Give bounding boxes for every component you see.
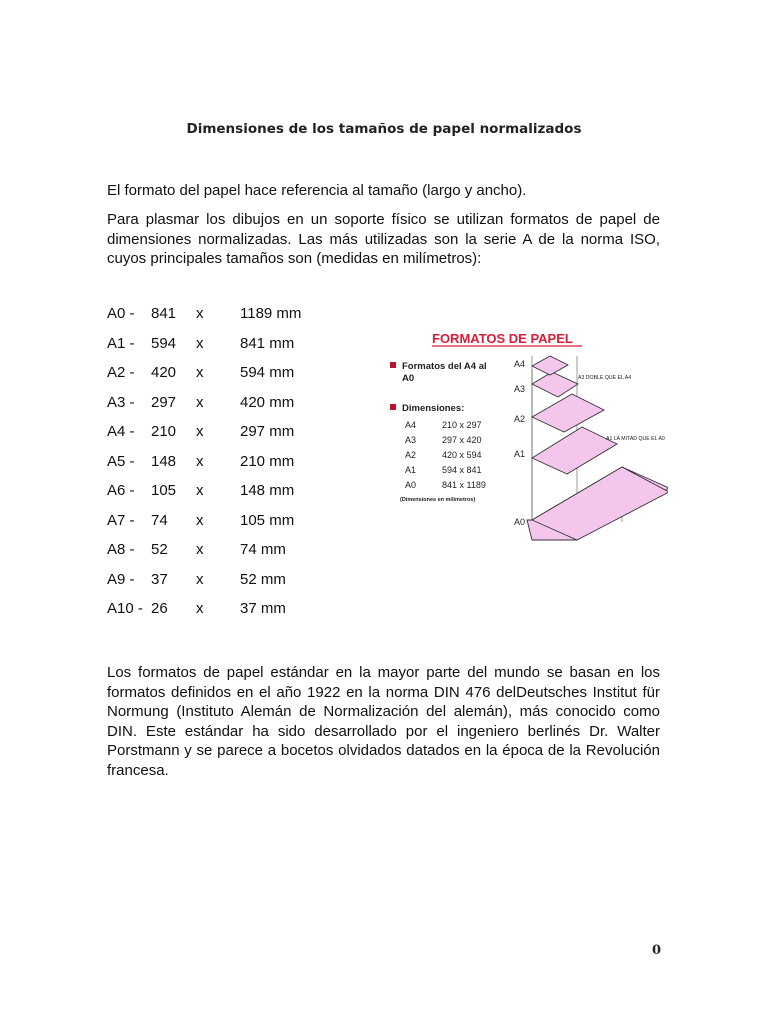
size-row bbox=[107, 600, 337, 630]
size-times: x bbox=[196, 511, 204, 529]
annotation-a3: A3 DOBLE QUE EL A4 bbox=[578, 375, 632, 381]
label-a4: A4 bbox=[514, 359, 526, 369]
label-a0: A0 bbox=[514, 517, 526, 527]
size-name: A0 - bbox=[107, 305, 135, 322]
size-name: A10 - bbox=[107, 600, 143, 617]
dimensions-bullet-icon bbox=[390, 404, 396, 410]
dim-size: 594 x 841 bbox=[442, 465, 482, 475]
size-name: A2 - bbox=[107, 364, 135, 381]
size-row bbox=[107, 305, 337, 335]
size-height: 594 mm bbox=[240, 364, 295, 381]
annotation-a1: A1 LA MITAD QUE EL A0 bbox=[606, 436, 665, 442]
dimensions-note: (Dimensiones en milímetros) bbox=[400, 497, 476, 503]
size-width: 210 bbox=[151, 423, 177, 440]
size-width: 841 bbox=[151, 305, 177, 322]
paragraph-intro: El formato del papel hace referencia al tamaño (largo y ancho). bbox=[107, 182, 527, 199]
size-name: A7 - bbox=[107, 511, 135, 529]
size-row bbox=[107, 482, 337, 512]
size-name: A6 - bbox=[107, 482, 135, 499]
size-row bbox=[107, 423, 337, 453]
dim-size: 297 x 420 bbox=[442, 435, 482, 445]
size-width: 420 bbox=[151, 364, 177, 381]
size-name: A3 - bbox=[107, 393, 135, 411]
dim-format: A0 bbox=[405, 480, 417, 490]
size-height: 210 mm bbox=[240, 452, 295, 470]
size-row bbox=[107, 571, 337, 601]
label-a2: A2 bbox=[514, 414, 526, 424]
size-width: 74 bbox=[151, 511, 168, 529]
legend-bullet-icon bbox=[390, 362, 396, 368]
figure-title: FORMATOS DE PAPEL bbox=[432, 331, 573, 346]
size-width: 26 bbox=[151, 600, 168, 617]
size-height: 148 mm bbox=[240, 482, 295, 499]
size-times: x bbox=[196, 423, 204, 440]
sheet-a2 bbox=[532, 394, 604, 432]
paper-size-list bbox=[107, 305, 337, 630]
legend-line2: A0 bbox=[402, 373, 415, 384]
document-title: Dimensiones de los tamaños de papel normalizados bbox=[186, 121, 582, 137]
size-height: 297 mm bbox=[240, 423, 295, 440]
size-width: 148 bbox=[151, 452, 177, 470]
size-row bbox=[107, 541, 337, 571]
size-height: 1189 mm bbox=[240, 305, 302, 322]
size-times: x bbox=[196, 541, 204, 558]
sheet-a4 bbox=[532, 356, 568, 375]
size-times: x bbox=[196, 482, 204, 499]
size-height: 841 mm bbox=[240, 334, 295, 352]
dim-format: A1 bbox=[405, 465, 417, 475]
size-height: 74 mm bbox=[240, 541, 286, 558]
paper-formats-figure bbox=[372, 322, 668, 554]
size-width: 594 bbox=[151, 334, 177, 352]
size-height: 37 mm bbox=[240, 600, 286, 617]
size-width: 37 bbox=[151, 570, 168, 588]
size-row bbox=[107, 453, 337, 483]
size-name: A1 - bbox=[107, 334, 135, 352]
paragraph-iso: Para plasmar los dibujos en un soporte físico se utilizan formatos de papel de dimensiones normalizadas. Las más utilizadas son la serie A de la norma ISO, cuyos principales tamaños son (medidas en milímetros): bbox=[107, 211, 660, 267]
size-height: 105 mm bbox=[240, 511, 295, 529]
size-times: x bbox=[196, 452, 204, 470]
size-times: x bbox=[196, 364, 204, 381]
size-width: 52 bbox=[151, 541, 168, 558]
size-row bbox=[107, 335, 337, 365]
size-width: 105 bbox=[151, 482, 177, 499]
size-times: x bbox=[196, 600, 204, 617]
legend-line1: Formatos del A4 al bbox=[402, 361, 487, 372]
size-name: A9 - bbox=[107, 570, 135, 588]
size-row bbox=[107, 512, 337, 542]
size-width: 297 bbox=[151, 393, 177, 411]
size-row bbox=[107, 364, 337, 394]
size-height: 52 mm bbox=[240, 570, 286, 588]
size-times: x bbox=[196, 570, 204, 588]
dim-format: A4 bbox=[405, 420, 417, 430]
sheet-a3 bbox=[532, 372, 578, 397]
size-name: A5 - bbox=[107, 452, 135, 470]
label-a1: A1 bbox=[514, 449, 526, 459]
dim-size: 420 x 594 bbox=[442, 450, 482, 460]
sheet-a1 bbox=[532, 427, 617, 474]
paragraph-din: Los formatos de papel estándar en la mayor parte del mundo se basan en los formatos definidos en el año 1922 en la norma DIN 476 delDeutsches Institut für Normung (Instituto Alemán de Normalización del alemán), más conocido como DIN. Este estándar ha sido desarrollado por el ingeniero berlinés Dr. Walter Porstmann y se parece a bocetos olvidados datados en la época de la Revolución francesa. bbox=[107, 664, 660, 779]
dim-size: 841 x 1189 bbox=[442, 480, 486, 490]
dim-format: A2 bbox=[405, 450, 417, 460]
dim-size: 210 x 297 bbox=[442, 420, 482, 430]
size-times: x bbox=[196, 305, 204, 322]
dimensions-heading: Dimensiones: bbox=[402, 403, 465, 414]
size-name: A8 - bbox=[107, 541, 135, 558]
size-times: x bbox=[196, 393, 204, 411]
size-height: 420 mm bbox=[240, 393, 295, 411]
page-number: 0 bbox=[652, 943, 662, 958]
dim-format: A3 bbox=[405, 435, 417, 445]
size-times: x bbox=[196, 334, 204, 352]
size-row bbox=[107, 394, 337, 424]
label-a3: A3 bbox=[514, 384, 526, 394]
size-name: A4 - bbox=[107, 423, 135, 440]
